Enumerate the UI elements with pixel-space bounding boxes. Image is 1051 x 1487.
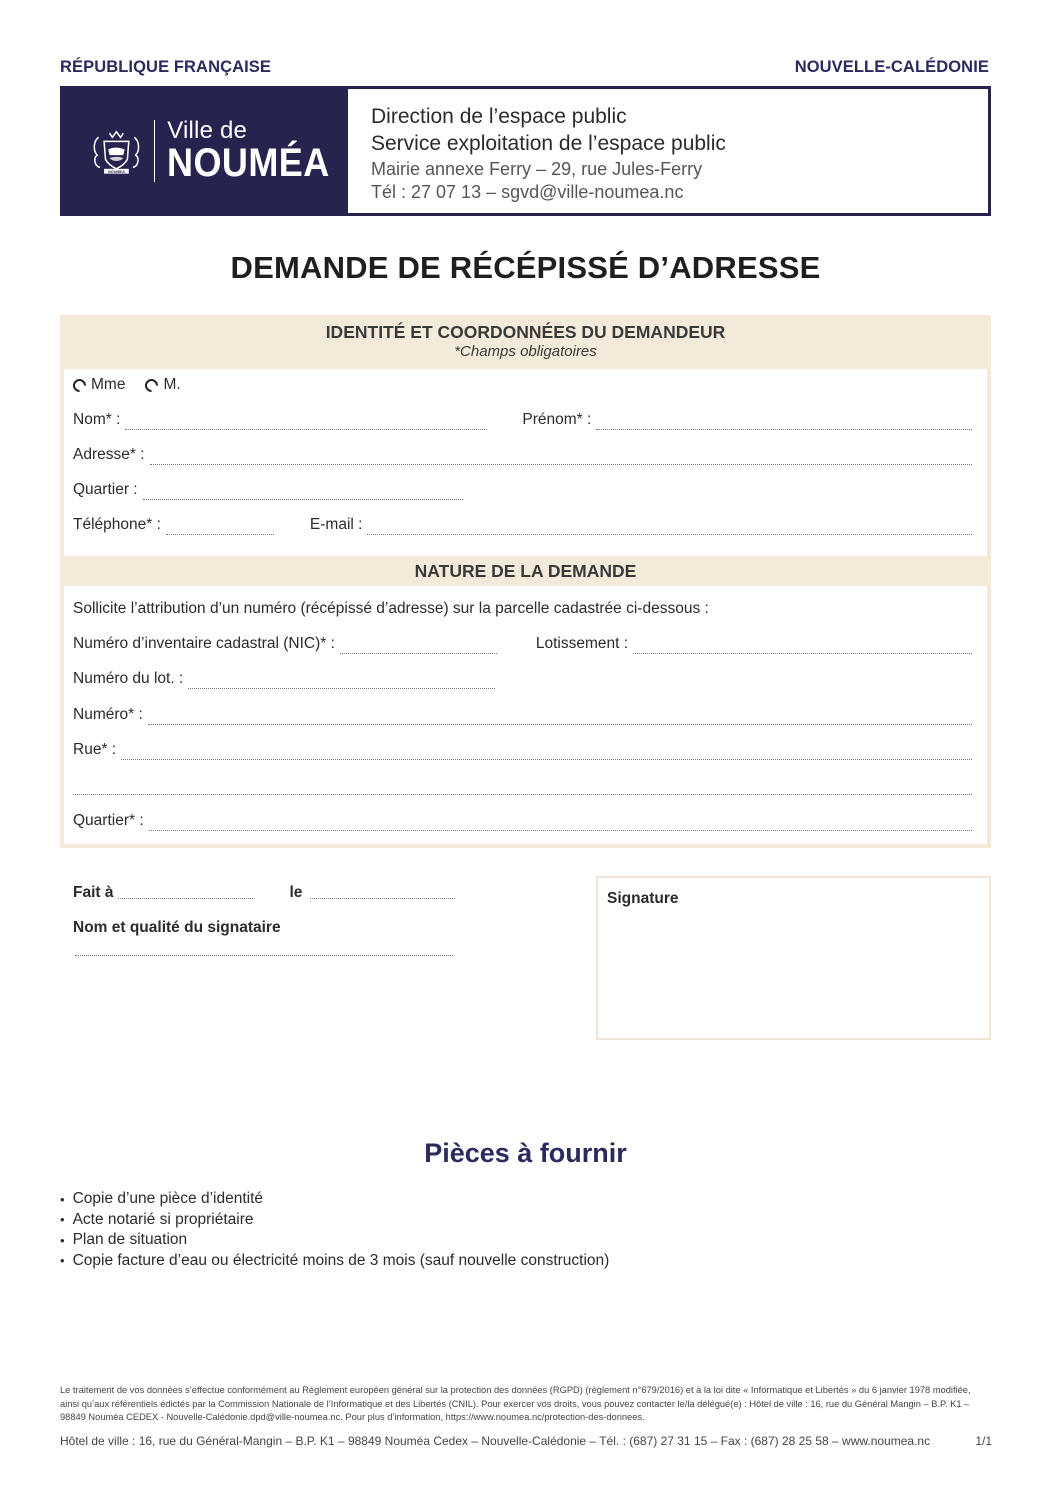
lotissement-label: Lotissement :	[535, 635, 629, 652]
signatory-label-row	[73, 919, 281, 937]
adresse-label: Adresse* :	[73, 446, 145, 463]
radio-mme[interactable]	[73, 376, 125, 394]
nature-section	[60, 556, 991, 848]
required-fields-note: *Champs obligatoires	[454, 343, 597, 360]
logo-line2: NOUMÉA	[167, 141, 330, 185]
ville-logo	[63, 89, 348, 213]
rue-label: Rue* :	[73, 741, 117, 758]
prenom-field[interactable]	[596, 429, 972, 430]
quartier-row	[73, 481, 972, 503]
service-contact: Tél : 27 07 13 – sgvd@ville-noumea.nc	[371, 181, 684, 202]
adresse-field[interactable]	[150, 464, 972, 465]
lot-row	[73, 670, 972, 692]
fait-row	[73, 884, 455, 902]
list-item: • Plan de situation	[60, 1230, 609, 1251]
list-item: • Copie facture d’eau ou électricité moins de 3 mois (sauf nouvelle construction)	[60, 1251, 609, 1272]
signature-box[interactable]	[596, 876, 991, 1040]
date-field[interactable]	[310, 898, 455, 899]
logo-divider	[154, 120, 155, 182]
address-row	[73, 446, 972, 468]
lotissement-field[interactable]	[633, 653, 972, 654]
email-label: E-mail :	[309, 516, 363, 533]
signatory-field-row	[73, 955, 453, 959]
civility-row	[73, 376, 972, 398]
crest-icon	[89, 117, 144, 185]
nature-intro: Sollicite l’attribution d’un numéro (récépissé d’adresse) sur la parcelle cadastrée ci-dessous :	[73, 600, 709, 617]
radio-mme-label: Mme	[91, 376, 126, 393]
rue-field[interactable]	[121, 759, 972, 760]
service-address: Mairie annexe Ferry – 29, rue Jules-Ferry	[371, 158, 703, 179]
radio-mme-icon	[70, 376, 88, 394]
quartier-label: Quartier :	[73, 481, 138, 498]
document-title: DEMANDE DE RÉCÉPISSÉ D’ADRESSE	[230, 250, 821, 285]
quartier-lot-row	[73, 812, 972, 834]
intro-row	[73, 600, 972, 622]
nom-qualite-label: Nom et qualité du signataire	[73, 919, 281, 936]
quartier-required-label: Quartier* :	[73, 812, 144, 829]
signature-label: Signature	[607, 890, 679, 907]
nic-row	[73, 635, 972, 657]
prenom-label: Prénom* :	[522, 411, 592, 428]
name-row	[73, 411, 972, 433]
numero-label: Numéro* :	[73, 706, 143, 723]
department-name: Direction de l’espace public	[371, 105, 627, 128]
identity-section	[60, 315, 991, 556]
telephone-field[interactable]	[166, 534, 274, 535]
quartier-required-field[interactable]	[149, 830, 972, 831]
list-item: • Copie d’une pièce d’identité	[60, 1189, 609, 1210]
service-name: Service exploitation de l’espace public	[371, 132, 726, 156]
telephone-label: Téléphone* :	[73, 516, 161, 533]
radio-m-icon	[143, 376, 161, 394]
fait-label: Fait à	[73, 884, 114, 901]
rue-continuation-row	[73, 776, 972, 798]
letterhead	[60, 86, 991, 216]
nature-fields	[64, 586, 987, 844]
nic-field[interactable]	[340, 653, 497, 654]
radio-m[interactable]	[145, 376, 180, 394]
radio-m-label: M.	[163, 376, 181, 393]
numero-lot-label: Numéro du lot. :	[73, 670, 184, 687]
legal-notice: Le traitement de vos données s’effectue conformément au Règlement européen général sur la protection des données (RGPD) (règlement n°679/2016) et à la loi dite « Informatique et Libertés » du 6 janvier 1978 modifiée, ainsi qu’aux référentiels édictés par la Commission Nationale de l’Informatique et des Libertés (CNIL). Pour exercer vos droits, vous pouvez contacter le/la délégué(e) : Hôtel de ville : 16, rue du Général Mangin – B.P. K1 – 98849 Nouméa CEDEX - Nouvelle-Calédonie.dpd@ville-noumea.nc. Pour plus d’information, https://www.noumea.nc/protection-des-donnees.	[60, 1385, 971, 1422]
le-label: le	[289, 884, 303, 901]
list-item: • Acte notarié si propriétaire	[60, 1210, 609, 1231]
footer-address: Hôtel de ville : 16, rue du Général-Mangin – B.P. K1 – 98849 Nouméa Cedex – Nouvelle-Calédonie – Tél. : (687) 27 31 15 – Fax : (687) 28 25 58 – www.noumea.nc	[60, 1434, 931, 1448]
nature-section-title: NATURE DE LA DEMANDE	[414, 561, 637, 581]
numero-row	[73, 706, 972, 728]
email-field[interactable]	[367, 534, 972, 535]
top-header	[60, 58, 989, 80]
numero-lot-field[interactable]	[188, 688, 495, 689]
pieces-list	[60, 1189, 609, 1271]
nom-field[interactable]	[125, 429, 487, 430]
republique-label: RÉPUBLIQUE FRANÇAISE	[60, 58, 272, 76]
page-number: 1/1	[975, 1434, 992, 1448]
identity-section-title: IDENTITÉ ET COORDONNÉES DU DEMANDEUR	[325, 322, 726, 342]
numero-field[interactable]	[148, 724, 972, 725]
territory-label: NOUVELLE-CALÉDONIE	[794, 58, 989, 76]
department-info	[348, 89, 726, 213]
nom-label: Nom* :	[73, 411, 121, 428]
logo-wordmark	[167, 119, 348, 183]
rue-continuation-field[interactable]	[73, 794, 972, 795]
nic-label: Numéro d’inventaire cadastral (NIC)* :	[73, 635, 335, 652]
fait-field[interactable]	[118, 898, 253, 899]
page-footer	[60, 1434, 992, 1448]
logo-line1: Ville de	[167, 117, 248, 144]
rue-row	[73, 741, 972, 763]
nom-qualite-field[interactable]	[75, 955, 453, 956]
crest-banner: NOUMEA	[108, 169, 125, 174]
contact-row	[73, 516, 972, 538]
identity-fields	[64, 369, 987, 556]
quartier-field[interactable]	[143, 499, 463, 500]
pieces-title: Pièces à fournir	[424, 1138, 627, 1168]
